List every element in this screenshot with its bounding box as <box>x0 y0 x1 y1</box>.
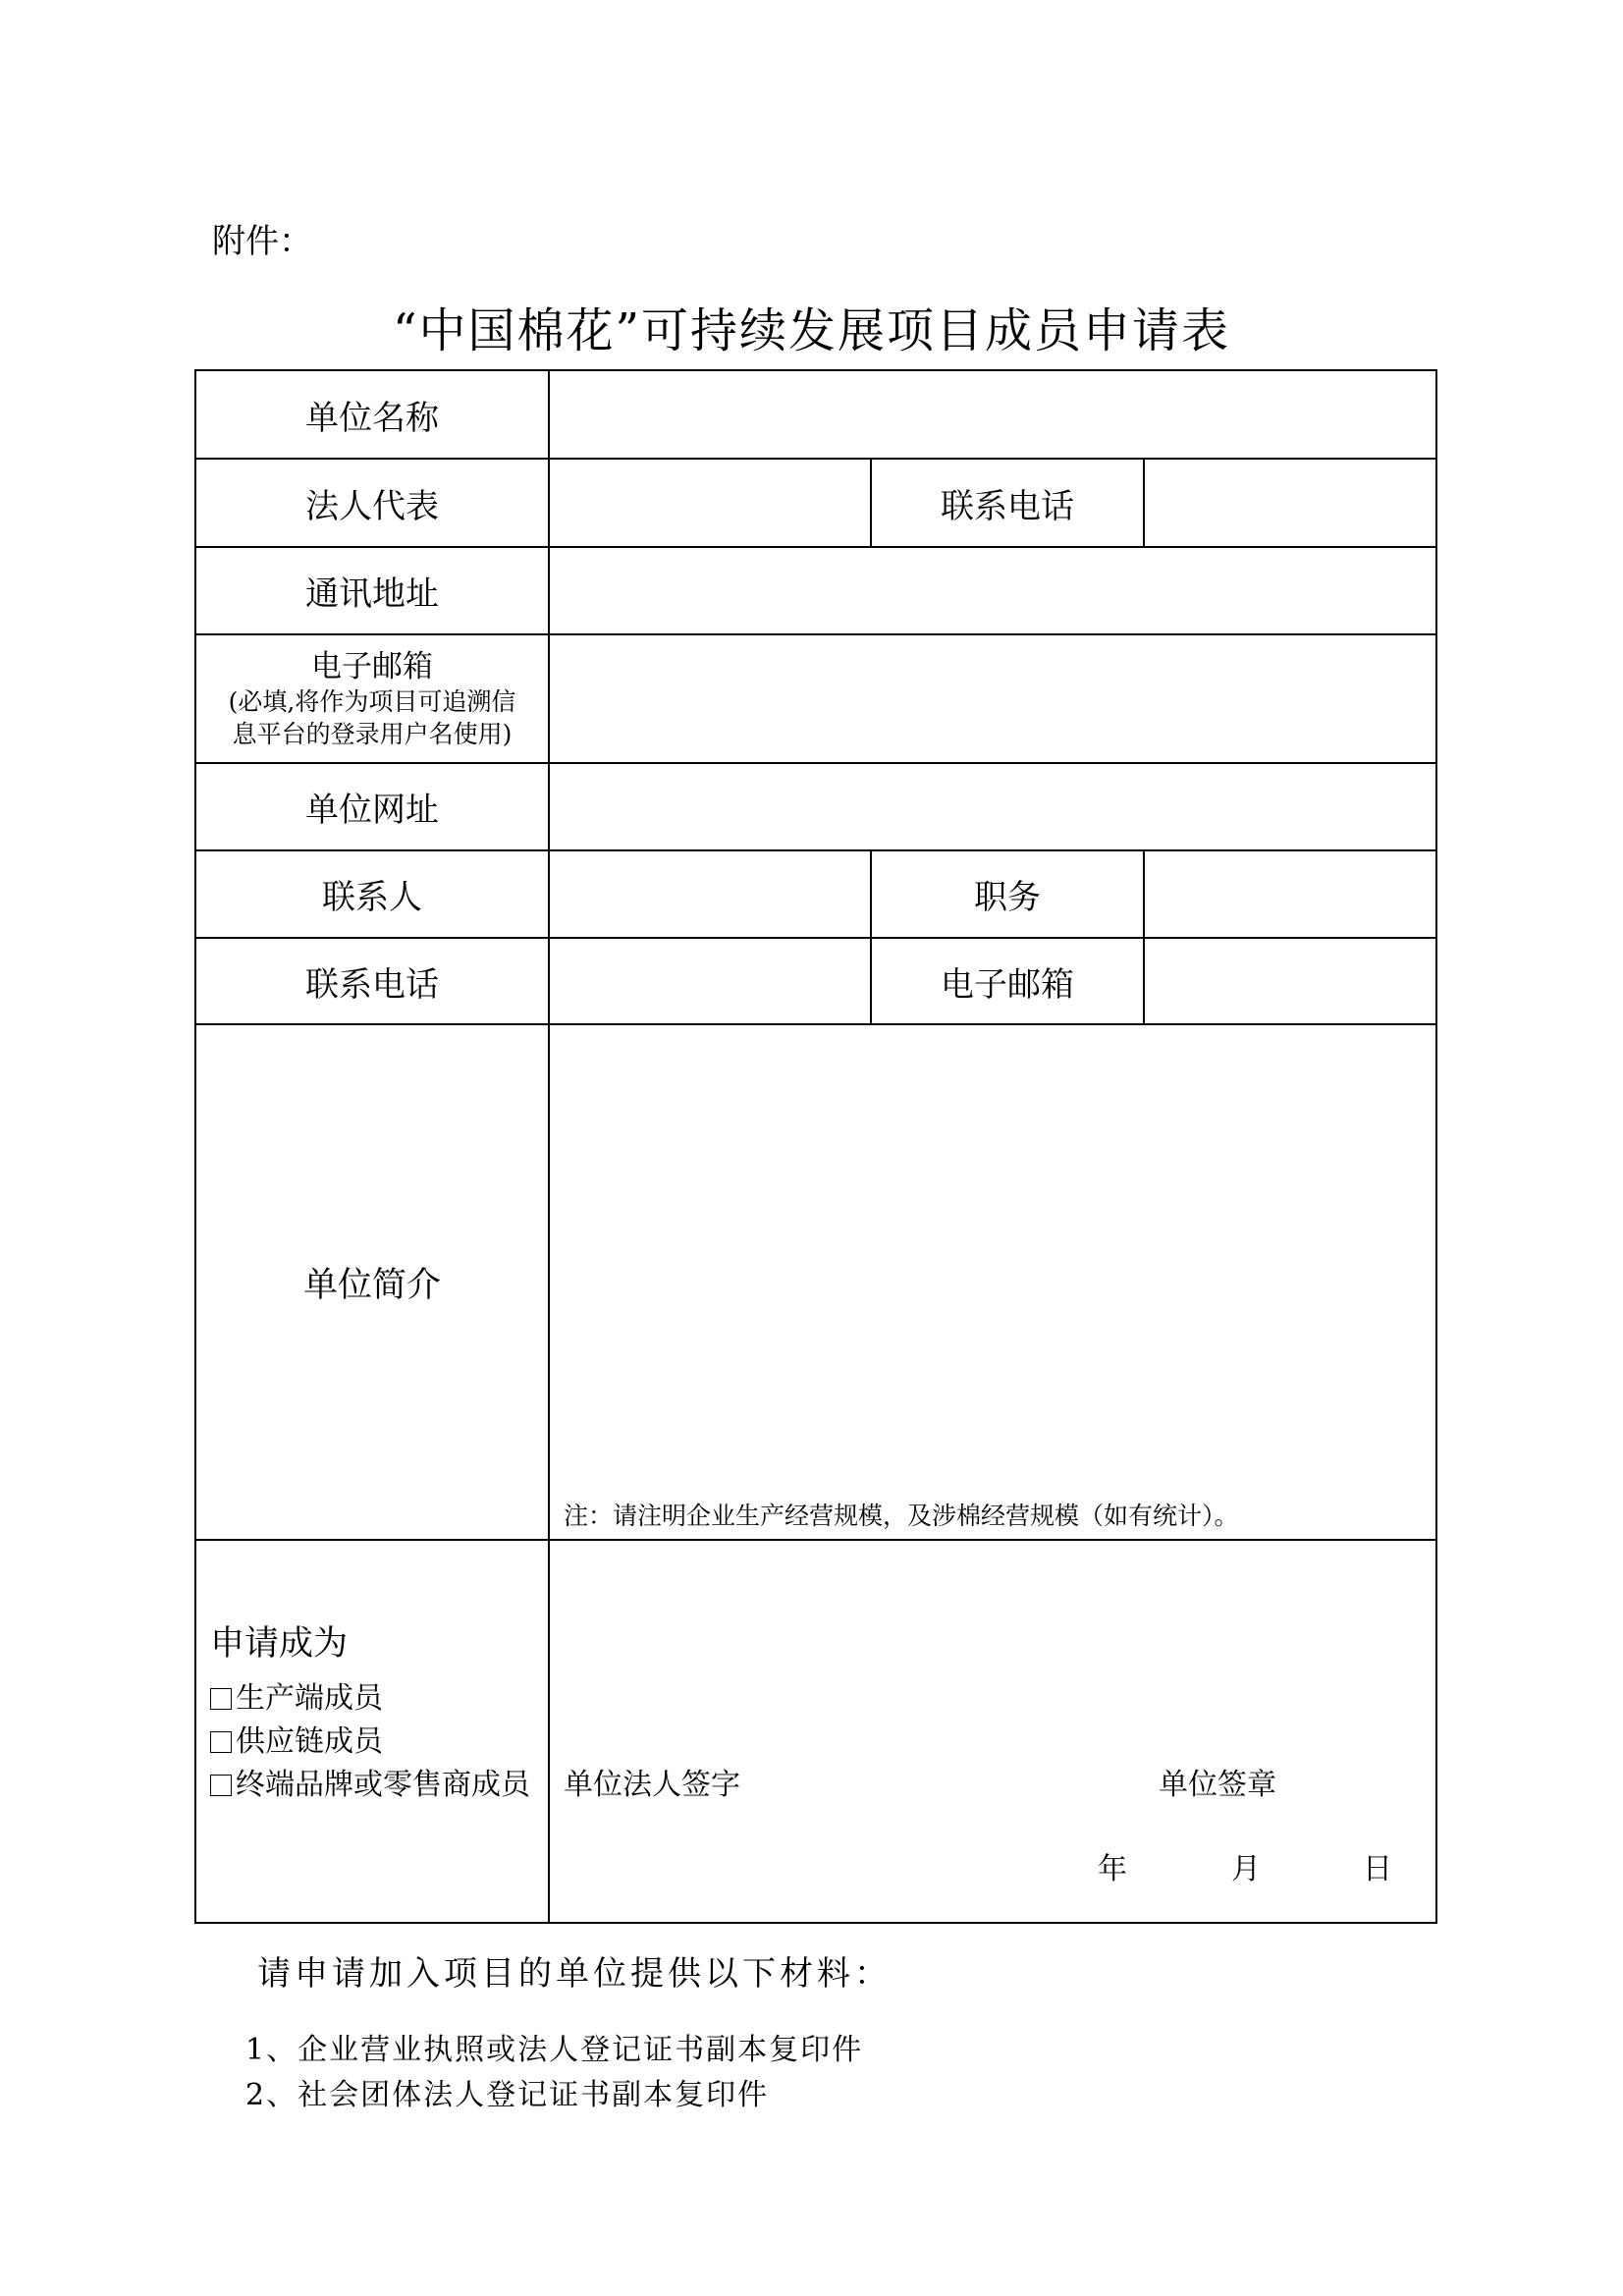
contact-person-label: 联系人 <box>322 878 422 917</box>
address-label: 通讯地址 <box>305 574 439 614</box>
signature-area[interactable] <box>550 1541 1437 1922</box>
position-label: 职务 <box>974 878 1041 917</box>
contact-phone2-label: 联系电话 <box>305 964 439 1005</box>
materials-title: 请申请加入项目的单位提供以下材料： <box>257 1954 892 1994</box>
option-label: 供应链成员 <box>236 1724 383 1759</box>
intro-field[interactable] <box>550 1025 1437 1539</box>
materials-item: 2、社会团体法人登记证书副本复印件 <box>245 2078 770 2112</box>
option-supply-chain[interactable] <box>210 1721 534 1764</box>
option-producer[interactable] <box>210 1677 534 1721</box>
email-label: 电子邮箱 <box>311 648 433 684</box>
option-label: 终端品牌或零售商成员 <box>236 1768 530 1802</box>
checkbox-icon[interactable] <box>210 1775 232 1796</box>
checkbox-icon[interactable] <box>210 1688 232 1710</box>
contact-person-field[interactable] <box>550 851 870 937</box>
intro-note: 注：请注明企业生产经营规模，及涉棉经营规模（如有统计）。 <box>564 1502 1239 1530</box>
attachment-label: 附件： <box>212 222 312 261</box>
apply-options <box>210 1622 534 1807</box>
date-day: 日 <box>1363 1852 1392 1886</box>
email2-field[interactable] <box>1145 939 1437 1023</box>
legal-rep-label: 法人代表 <box>305 486 439 526</box>
apply-heading: 申请成为 <box>210 1624 349 1664</box>
date-year: 年 <box>1098 1852 1127 1886</box>
email-note-line2: 息平台的登录用户名使用) <box>232 719 513 748</box>
email2-label: 电子邮箱 <box>941 964 1074 1005</box>
unit-name-label: 单位名称 <box>305 398 439 438</box>
checkbox-icon[interactable] <box>210 1731 232 1753</box>
seal-label: 单位签章 <box>1159 1768 1276 1802</box>
unit-name-field[interactable] <box>550 371 1437 458</box>
intro-label: 单位简介 <box>302 1265 441 1305</box>
email-note-line1: (必填,将作为项目可追溯信 <box>228 687 516 717</box>
option-label: 生产端成员 <box>236 1681 383 1716</box>
website-field[interactable] <box>550 764 1437 849</box>
materials-item: 1、企业营业执照或法人登记证书副本复印件 <box>245 2033 864 2067</box>
form-title: “中国棉花”可持续发展项目成员申请表 <box>392 303 1231 358</box>
address-field[interactable] <box>550 548 1437 633</box>
date-month: 月 <box>1231 1852 1261 1886</box>
website-label: 单位网址 <box>305 791 439 830</box>
legal-signature-label: 单位法人签字 <box>564 1768 740 1802</box>
contact-phone2-field[interactable] <box>550 939 870 1023</box>
position-field[interactable] <box>1145 851 1437 937</box>
contact-phone-field[interactable] <box>1145 460 1437 546</box>
contact-phone-label: 联系电话 <box>941 486 1074 526</box>
option-brand-retailer[interactable] <box>210 1764 534 1807</box>
email-label-block <box>196 635 548 762</box>
legal-rep-field[interactable] <box>550 460 870 546</box>
email-field[interactable] <box>550 635 1437 762</box>
